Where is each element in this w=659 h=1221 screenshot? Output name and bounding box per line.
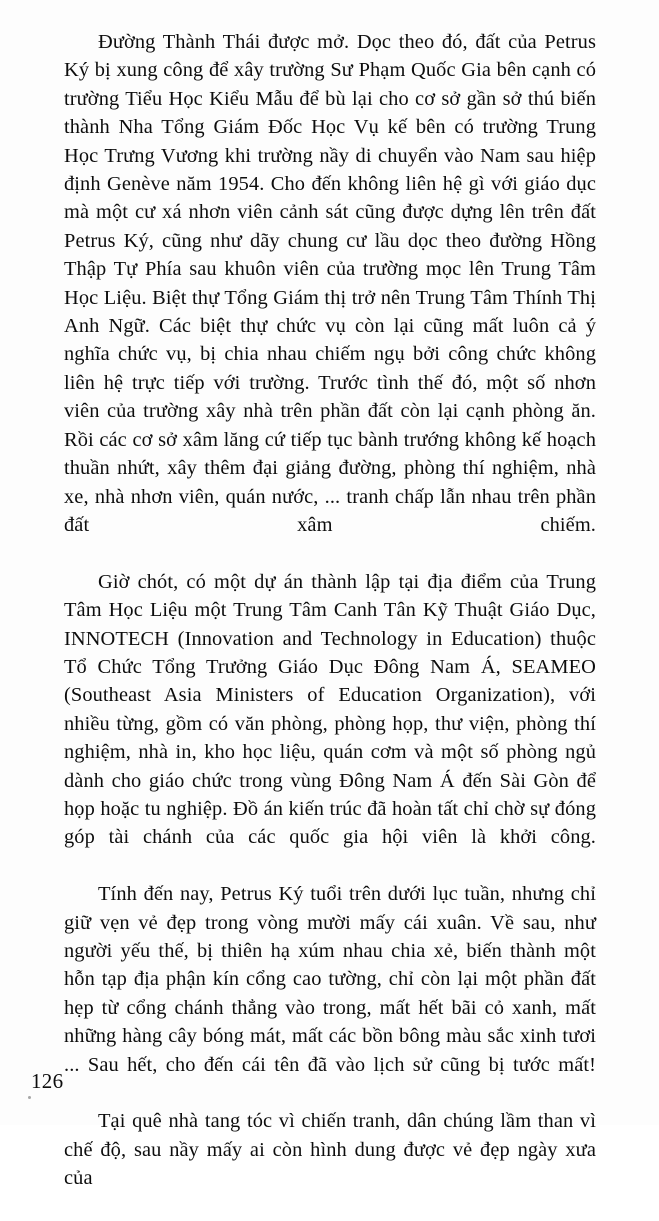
page-body-text — [64, 28, 596, 1221]
page-number: 126 — [31, 1069, 64, 1093]
paragraph-2: Giờ chót, có một dự án thành lập tại địa điểm của Trung Tâm Học Liệu một Trung Tâm Canh Tân Kỹ Thuật Giáo Dục, INNOTECH (Innovation and Technology in Education) thuộc Tổ Chức Tổng Trưởng Giáo Dục Đông Nam Á, SEAMEO (Southeast Asia Ministers of Education Organization), với nhiều từng, gồm có văn phòng, phòng họp, thư viện, phòng thí nghiệm, nhà in, kho học liệu, quán cơm và một số phòng ngủ dành cho giáo chức trong vùng Đông Nam Á đến Sài Gòn để họp hoặc tu nghiệp. Đồ án kiến trúc đã hoàn tất chỉ chờ sự đóng góp tài chánh của các quốc gia hội viên là khởi công. — [64, 570, 596, 849]
paragraph-3: Tính đến nay, Petrus Ký tuổi trên dưới lục tuần, nhưng chỉ giữ vẹn vẻ đẹp trong vòng mười mấy cái xuân. Về sau, như người yếu thế, bị thiên hạ xúm nhau chia xẻ, biến thành một hỗn tạp địa phận kín cổng cao tường, chỉ còn lại một phần đất hẹp từ cổng chánh thẳng vào trong, mất hết bãi cỏ xanh, mất những hàng cây bóng mát, mất các bồn bông màu sắc xinh tươi ... Sau hết, cho đến cái tên đã vào lịch sử cũng bị tước mất! — [64, 883, 596, 1076]
paragraph-4: Tại quê nhà tang tóc vì chiến tranh, dân chúng lầm than vì chế độ, sau nầy mấy ai còn hình dung được vẻ đẹp ngày xưa của — [64, 1110, 596, 1190]
scan-speck — [28, 1096, 31, 1099]
paragraph-1: Đường Thành Thái được mở. Dọc theo đó, đất của Petrus Ký bị xung công để xây trường Sư Phạm Quốc Gia bên cạnh có trường Tiểu Học Kiểu Mẫu để bù lại cho cơ sở gần sở thú biến thành Nha Tổng Giám Đốc Học Vụ kế bên có trường Trung Học Trưng Vương khi trường nầy di chuyển vào Nam sau hiệp định Genève năm 1954. Cho đến không liên hệ gì với giáo dục mà một cư xá nhơn viên cảnh sát cũng được dựng lên trên đất Petrus Ký, cũng như dãy chung cư lầu dọc theo đường Hồng Thập Tự Phía sau khuôn viên của trường mọc lên Trung Tâm Học Liệu. Biệt thự Tổng Giám thị trở nên Trung Tâm Thính Thị Anh Ngữ. Các biệt thự chức vụ còn lại cũng mất luôn cả ý nghĩa chức vụ, bị chia nhau chiếm ngụ bởi công chức không liên hệ trực tiếp với trường. Trước tình thế đó, một số nhơn viên của trường xây nhà trên phần đất còn lại cạnh phòng ăn. Rồi các cơ sở xâm lăng cứ tiếp tục bành trướng không kế hoạch thuần nhứt, xây thêm đại giảng đường, phòng thí nghiệm, nhà xe, nhà nhơn viên, quán nước, ... tranh chấp lẫn nhau trên phần đất xâm chiếm. — [64, 31, 596, 536]
